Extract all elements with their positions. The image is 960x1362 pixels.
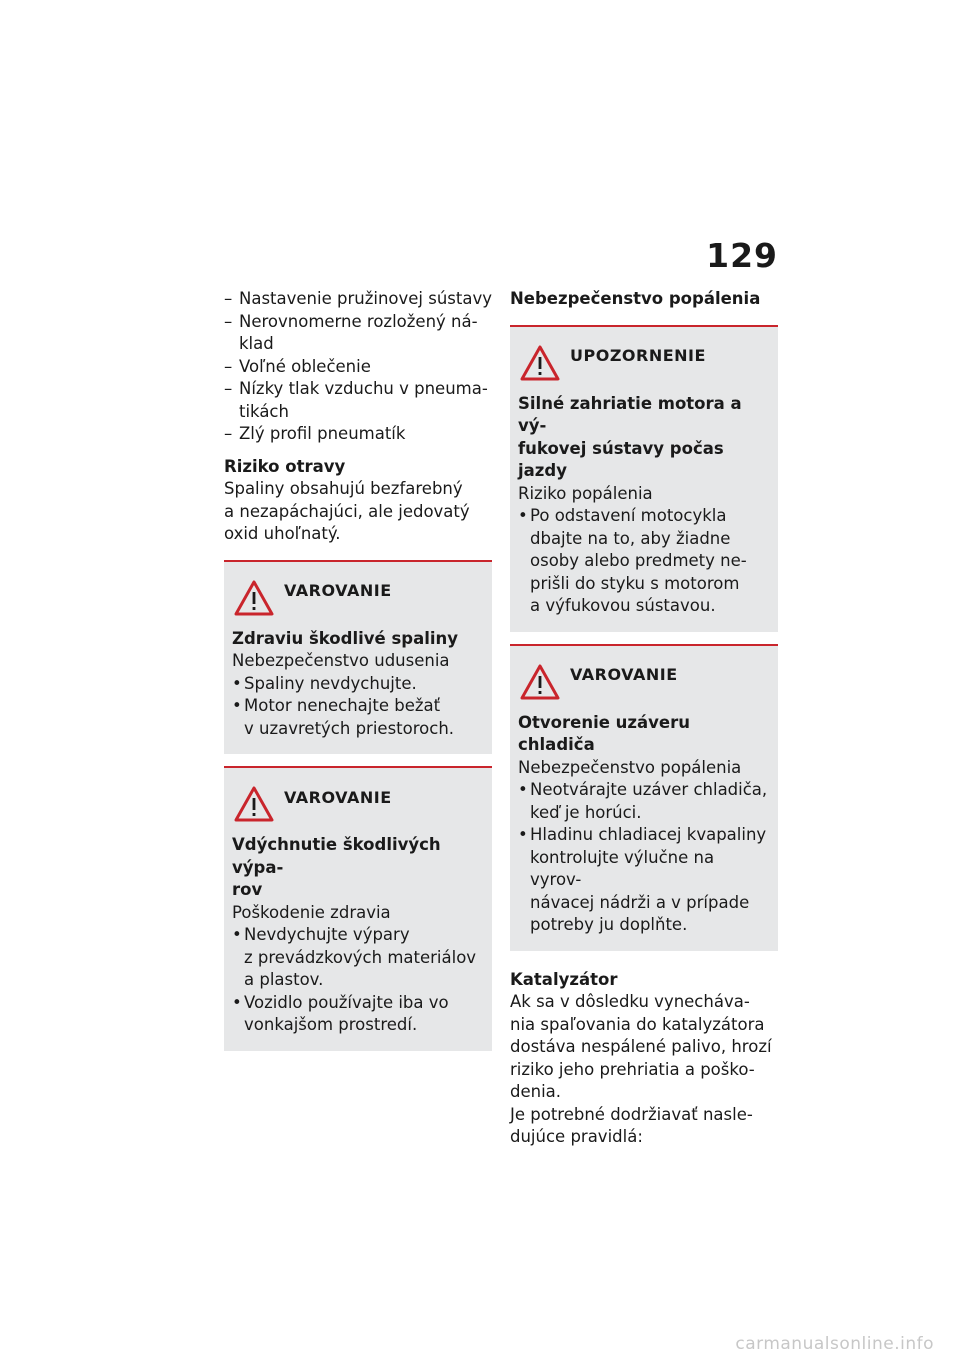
list-item: – Voľné oblečenie [224,356,371,376]
bullet-text: Hladinu chladiacej kvapaliny kontrolujte výlučne na vyrov- návacej nádrži a v prípade potreby ju doplňte. [530,825,767,934]
warning-triangle-icon [520,344,560,382]
list-item: – Nerovnomerne rozložený ná- klad [224,311,478,353]
list-item: – Nízky tlak vzduchu v pneuma- tikách [224,379,488,421]
list-item: – Nastavenie pružinovej sústavy [224,289,493,308]
warning-title: Silné zahriatie motora a vý- fukovej sústavy počas jazdy [518,393,742,480]
list-item: • Nevdychujte výpary z prevádzkových materiálov a plastov. [232,925,477,989]
cause-list [224,288,492,446]
warning-box-fumes [224,766,492,1051]
warning-bullets [232,673,484,741]
list-item: • Neotvárajte uzáver chladiča, keď je horúci. [518,780,768,822]
warning-box-radiator-cap [510,644,778,951]
list-item: • Spaliny nevdychujte. [232,673,417,693]
section-body-poisoning: Spaliny obsahujú bezfarebný a nezapáchajúci, ale jedovatý oxid uhoľnatý. [224,479,470,543]
warning-triangle-icon [520,663,560,701]
section-title-burns: Nebezpečenstvo popálenia [510,289,761,308]
warning-bullets [518,779,770,937]
warning-subtitle: Poškodenie zdravia [232,902,391,922]
bullet-text: Nevdychujte výpary z prevádzkových materiálov a plastov. [244,925,477,989]
list-item: • Vozidlo používajte iba vo vonkajšom prostredí. [232,992,449,1034]
bullet-text: Motor nenechajte bežať v uzavretých priestoroch. [244,696,455,738]
list-item-text: Zlý profil pneumatík [239,424,406,443]
list-item-text: Nerovnomerne rozložený ná- klad [239,311,478,353]
list-item: • Po odstavení motocykla dbajte na to, aby žiadne osoby alebo predmety ne- prišli do styku s motorom a výfukovou sústavou. [518,506,747,615]
page-number: 129 [706,236,778,275]
warning-subtitle: Riziko popálenia [518,483,653,503]
warning-subtitle: Nebezpečenstvo udusenia [232,651,450,670]
warning-label: UPOZORNENIE [570,346,706,365]
section-title-catalyst: Katalyzátor [510,969,618,989]
warning-triangle-icon [234,785,274,823]
bullet-text: Neotvárajte uzáver chladiča, keď je horúci. [530,780,768,822]
list-item-text: Nízky tlak vzduchu v pneuma- tikách [239,379,488,421]
right-column [510,288,778,1149]
list-item-text: Nastavenie pružinovej sústavy [239,289,493,308]
warning-bullets [232,924,484,1037]
warning-label: VAROVANIE [284,787,392,807]
bullet-text: Vozidlo používajte iba vo vonkajšom prostredí. [244,992,449,1034]
section-body-catalyst: Ak sa v dôsledku vynecháva- nia spaľovania do katalyzátora dostáva nespálené palivo, hrozí riziko jeho prehriatia a poško- denia. Je potrebné dodržiavať nasle- dujúce pravidlá: [510,992,772,1146]
section-title-poisoning: Riziko otravy [224,456,346,476]
warning-subtitle: Nebezpečenstvo popálenia [518,757,742,777]
list-item-text: Voľné oblečenie [239,356,371,376]
warning-label: VAROVANIE [284,581,392,600]
list-item: • Hladinu chladiacej kvapaliny kontrolujte výlučne na vyrov- návacej nádrži a v prípade potreby ju doplňte. [518,825,767,934]
warning-title: Vdýchnutie škodlivých výpa- rov [232,835,441,899]
warning-title: Zdraviu škodlivé spaliny [232,628,459,648]
bullet-text: Spaliny nevdychujte. [244,673,417,693]
left-column [224,288,492,1051]
watermark: carmanualsonline.info [735,1334,934,1354]
warning-triangle-icon [234,579,274,617]
warning-title: Otvorenie uzáveru chladiča [518,712,690,754]
warning-box-exhaust [224,560,492,755]
bullet-text: Po odstavení motocykla dbajte na to, aby žiadne osoby alebo predmety ne- prišli do styku s motorom a výfukovou sústavou. [530,506,747,615]
warning-bullets [518,505,770,618]
warning-label: VAROVANIE [570,665,678,684]
list-item: – Zlý profil pneumatík [224,424,406,443]
warning-box-hot-engine [510,325,778,632]
list-item: • Motor nenechajte bežať v uzavretých priestoroch. [232,696,455,738]
